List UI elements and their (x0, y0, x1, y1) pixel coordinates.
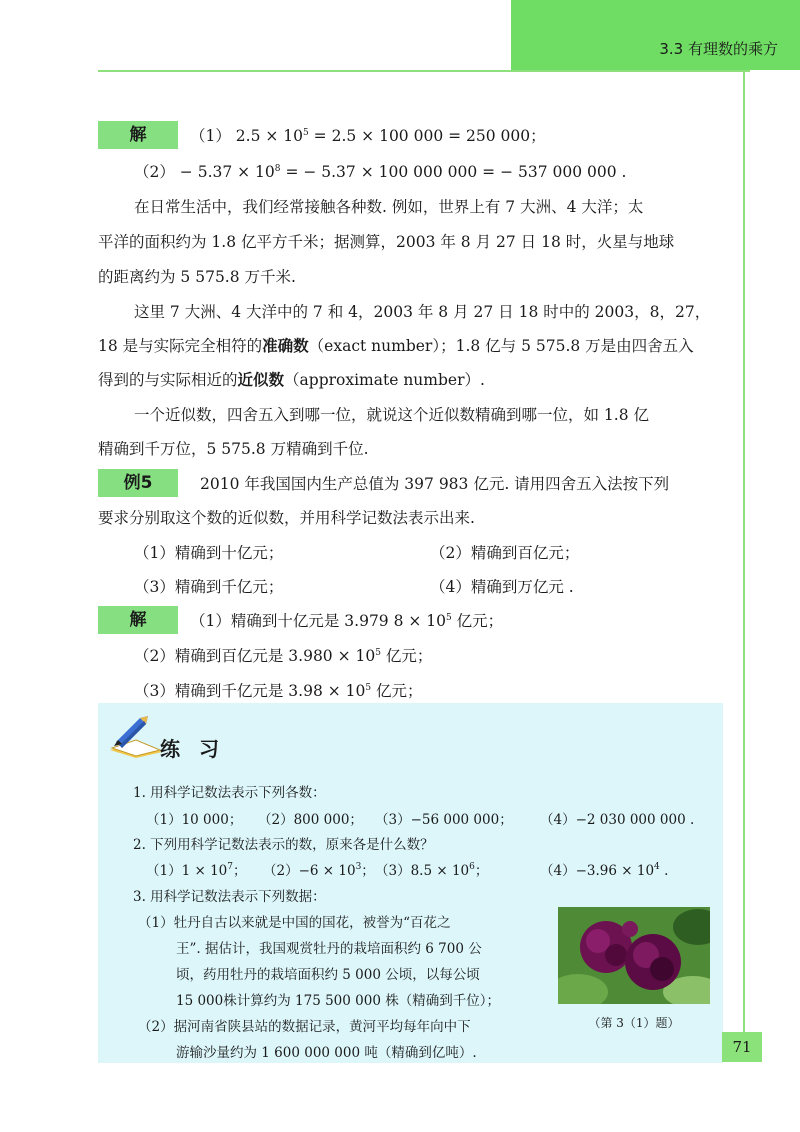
question-2-item (263, 859, 375, 879)
question-2-item (540, 859, 668, 879)
question-3: 3. 用科学记数法表示下列数据： (133, 889, 326, 905)
text: = 2.5 × 100 000 = 250 000； (308, 127, 546, 145)
margin-rule (743, 70, 745, 1032)
question-2-item (146, 859, 247, 879)
paragraph-line (98, 334, 694, 356)
peony-photo (558, 907, 710, 1004)
paragraph-line: 精确到千万位，5 575.8 万精确到千位. (98, 440, 369, 458)
exponent: 5 (303, 128, 309, 138)
example-tag: 例5 (98, 469, 178, 497)
question-3-line: 15 000株计算约为 175 500 000 株（精确到千位）； (176, 993, 500, 1009)
solution-line-1 (190, 124, 546, 146)
exponent: 5 (446, 613, 452, 623)
exponent: 7 (227, 862, 233, 872)
text: （1）1 × 10 (146, 863, 228, 879)
pencil-book-icon (106, 712, 168, 760)
text: ； (233, 863, 247, 879)
text: （1）精确到十亿元是 3.979 8 × 10 (190, 612, 447, 630)
solution-line (134, 644, 432, 666)
text: 亿元； (451, 612, 504, 630)
text: ； (474, 863, 489, 879)
text: ； (361, 863, 375, 879)
exponent: 5 (365, 683, 372, 693)
text: 亿元； (371, 682, 423, 700)
exponent: 3 (355, 862, 362, 872)
example-item: （3）精确到千亿元； (134, 578, 284, 596)
header-rule (98, 70, 750, 72)
text: （exact number）；1.8 亿与 5 575.8 万是由四舍五入 (308, 337, 694, 355)
example-item: （1）精确到十亿元； (134, 544, 284, 562)
text: （4）−3.96 × 10 (540, 863, 655, 879)
exponent: 8 (274, 164, 281, 174)
paragraph-line: 这里 7 大洲、4 大洋中的 7 和 4，2003 年 8 月 27 日 18 时中的 2003，8，27， (134, 303, 711, 321)
question-3-line: （1）牡丹自古以来就是中国的国花，被誉为“百花之 (138, 915, 451, 931)
question-3-line: 王”. 据估计，我国观赏牡丹的栽培面积约 6 700 公 (176, 941, 482, 957)
text: （3）精确到千亿元是 3.98 × 10 (134, 682, 366, 700)
question-3-line: （2）据河南省陕县站的数据记录，黄河平均每年向中下 (138, 1019, 471, 1035)
text: （2） − 5.37 × 10 (134, 163, 275, 181)
question-2: 2. 下列用科学记数法表示的数，原来各是什么数？ (133, 837, 434, 853)
question-1: 1. 用科学记数法表示下列各数： (133, 785, 326, 801)
paragraph-line (98, 368, 485, 390)
text: 18 是与实际完全相符的 (98, 337, 263, 355)
question-1-item: （3）−56 000 000； (375, 812, 513, 828)
photo-caption: （第 3（1）题） (588, 1016, 680, 1030)
question-1-item: （4）−2 030 000 000 . (540, 812, 695, 828)
question-1-item: （2）800 000； (258, 812, 363, 828)
text: （3）8.5 × 10 (375, 863, 470, 879)
text: （approximate number）. (284, 371, 485, 389)
text: . (659, 863, 669, 879)
question-3-line: 顷，药用牡丹的栽培面积约 5 000 公顷，以每公顷 (176, 967, 480, 983)
question-3-line: 游输沙量约为 1 600 000 000 吨（精确到亿吨）. (176, 1045, 477, 1061)
exponent: 4 (654, 862, 660, 872)
term-exact-number: 准确数 (262, 337, 309, 355)
example-item: （2）精确到百亿元； (430, 544, 580, 562)
text: = − 5.37 × 100 000 000 = − 537 000 000 . (280, 163, 627, 181)
paragraph-line: 一个近似数，四舍五入到哪一位，就说这个近似数精确到哪一位，如 1.8 亿 (134, 406, 650, 424)
solution-line (190, 609, 503, 631)
solution-line (134, 679, 423, 701)
text: （2）精确到百亿元是 3.980 × 10 (134, 647, 376, 665)
exponent: 5 (375, 648, 381, 658)
paragraph-line: 的距离约为 5 575.8 万千米. (98, 268, 296, 286)
solution-tag: 解 (98, 606, 178, 634)
paragraph-line: 在日常生活中，我们经常接触各种数. 例如，世界上有 7 大洲、4 大洋；太 (134, 198, 644, 216)
practice-title: 练 习 (160, 737, 225, 761)
example-item: （4）精确到万亿元 . (430, 578, 574, 596)
text: 得到的与实际相近的 (98, 371, 238, 389)
text: 亿元； (380, 647, 433, 665)
paragraph-line: 平洋的面积约为 1.8 亿平方千米；据测算，2003 年 8 月 27 日 18 时，火星与地球 (98, 233, 675, 251)
text: （1） 2.5 × 10 (190, 127, 304, 145)
question-1-item: （1）10 000； (146, 812, 243, 828)
example-line-1: 2010 年我国国内生产总值为 397 983 亿元. 请用四舍五入法按下列 (200, 475, 670, 493)
solution-tag: 解 (98, 121, 178, 149)
question-2-item (375, 859, 488, 879)
page-number: 71 (722, 1032, 762, 1062)
solution-line-2 (134, 160, 626, 182)
header-bar (511, 0, 800, 70)
text: （2）−6 × 10 (263, 863, 356, 879)
example-line-2: 要求分别取这个数的近似数，并用科学记数法表示出来. (98, 509, 475, 527)
section-title: 3.3 有理数的乘方 (659, 40, 778, 58)
term-approximate-number: 近似数 (237, 371, 285, 389)
exponent: 6 (469, 862, 475, 872)
